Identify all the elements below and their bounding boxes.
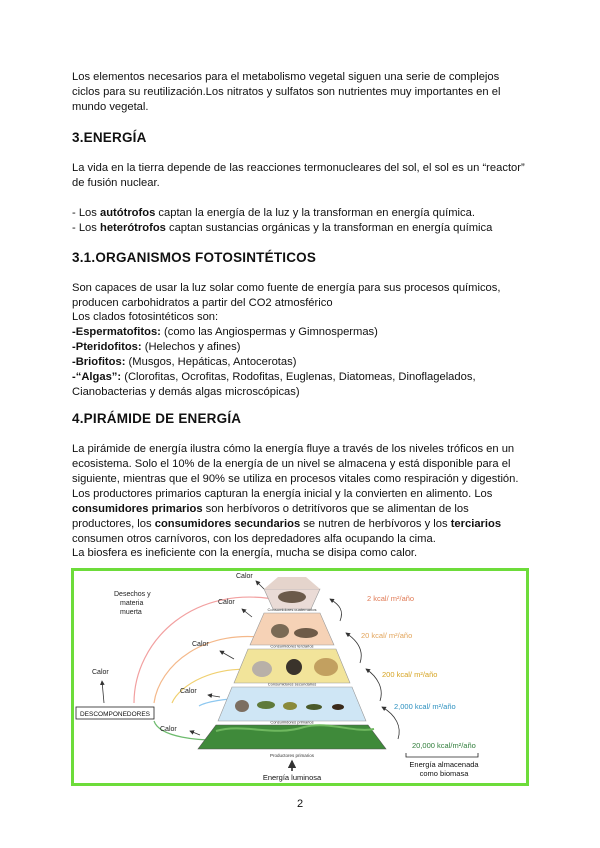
kcal-label: 20 kcal/ m²/año <box>361 631 413 640</box>
biomass-label: Energía almacenada <box>409 760 479 769</box>
bird-icon <box>286 659 302 675</box>
predator-icon <box>271 624 289 638</box>
clado-item: -Espermatofitos: (como las Angiospermas y Gimnospermas) <box>72 326 378 338</box>
heat-arrow <box>256 581 264 589</box>
calor-label: Calor <box>92 669 109 676</box>
heat-arrow <box>208 695 220 697</box>
caterpillar-icon <box>306 704 322 710</box>
autotrofos-line: - Los autótrofos captan la energía de la luz y la transforman en energía química. <box>72 207 475 219</box>
rodent-icon <box>252 661 272 677</box>
biomass-label: como biomasa <box>419 769 469 778</box>
grasshopper-icon <box>257 701 275 709</box>
mouse-icon <box>235 700 249 712</box>
energia-luminosa-label: Energía luminosa <box>262 773 322 782</box>
desechos-label: materia <box>120 600 144 607</box>
desechos-label: Desechos y <box>114 591 151 598</box>
energy-pyramid-diagram <box>74 571 526 783</box>
section-4-title: 4.PIRÁMIDE DE ENERGÍA <box>72 411 242 426</box>
energy-arrow <box>382 707 399 739</box>
level-label: Consumidores terciarios <box>270 643 314 649</box>
section-4-paragraph: La pirámide de energía ilustra cómo la energía fluye a través de los niveles tróficos en un ecosistema. Solo el 10% de la energía de un nivel se almacena y está disponible para el siguiente, mientras que el 90% se utiliza en procesos vitales como respiración y digestión. Los productores primarios capturan la energía inicial y la convierten en alimento. Los consumidores primarios son herbívoros o detritívoros que se alimentan de los productores, los consumidores secundarios se nutren de herbívoros y los terciarios consumen otros carnívoros, con los depredadores alfa ocupando la cima. <box>72 443 519 545</box>
kcal-label: 2,000 kcal/ m²/año <box>394 702 456 711</box>
level-label: Productores primarios <box>269 753 315 758</box>
heat-arrow <box>190 731 200 735</box>
section-4-closing: La biosfera es ineficiente con la energía, mucha se disipa como calor. <box>72 547 418 559</box>
energy-pyramid-figure <box>71 568 529 786</box>
calor-label: Calor <box>236 573 253 580</box>
kcal-label: 2 kcal/ m²/año <box>367 594 415 603</box>
section-31-paragraph: Son capaces de usar la luz solar como fuente de energía para sus procesos químicos, producen carbohidratos a partir del CO2 atmosférico <box>72 282 501 309</box>
heat-arrow <box>242 609 252 617</box>
insect-icon <box>283 702 297 710</box>
desechos-label: muerta <box>120 609 142 616</box>
heat-arrow <box>220 651 234 659</box>
heterotrofos-term: heterótrofos <box>99 222 166 234</box>
kcal-label: 20,000 kcal/m²/año <box>412 741 476 750</box>
clados-intro: Los clados fotosintéticos son: <box>72 311 219 323</box>
kcal-label: 200 kcal/ m²/año <box>382 670 438 679</box>
pyramid-level-terciarios <box>250 613 334 645</box>
calor-label: Calor <box>160 726 177 733</box>
heterotrofos-line: - Los heterótrofos captan sustancias orgánicas y la transforman en energía química <box>72 222 493 234</box>
energy-arrow <box>346 633 361 663</box>
snake-icon <box>294 628 318 638</box>
level-label: Consumidores secundarios <box>267 681 317 687</box>
section-3-paragraph: La vida en la tierra depende de las reacciones termonucleares del sol, el sol es un “reactor” de fusión nuclear. <box>72 162 525 189</box>
heat-arrow <box>102 681 104 703</box>
toad-icon <box>314 658 338 676</box>
ant-icon <box>332 704 344 710</box>
section-3-title: 3.ENERGÍA <box>72 130 147 145</box>
clado-item: -“Algas”: (Clorofitas, Ocrofitas, Rodofitas, Euglenas, Diatomeas, Dinoflagelados, Cianobacterias y demás algas microscópicas) <box>72 371 476 398</box>
top-predator-icon <box>278 591 306 603</box>
section-31-title: 3.1.ORGANISMOS FOTOSINTÉTICOS <box>72 250 317 265</box>
clado-item: -Briofitos: (Musgos, Hepáticas, Antocerotas) <box>72 356 297 368</box>
clado-item: -Pteridofitos: (Helechos y afines) <box>72 341 241 353</box>
calor-label: Calor <box>180 688 197 695</box>
energy-arrow <box>366 669 381 701</box>
intro-paragraph: Los elementos necesarios para el metabolismo vegetal siguen una serie de complejos ciclos para su reutilización.Los nitratos y sulfatos son nutrientes muy importantes en el mundo vegetal. <box>72 71 501 113</box>
level-label: Consumidores cuaternarios <box>267 607 317 612</box>
level-label: Consumidores primarios <box>270 719 314 725</box>
pyramid-level-top <box>264 577 320 589</box>
energy-arrow <box>330 599 342 621</box>
autotrofos-term: autótrofos <box>99 207 156 219</box>
calor-label: Calor <box>218 599 235 606</box>
page-number: 2 <box>296 798 304 810</box>
biomass-bracket <box>406 753 478 757</box>
calor-label: Calor <box>192 641 209 648</box>
descomponedores-label: DESCOMPONEDORES <box>79 711 151 718</box>
